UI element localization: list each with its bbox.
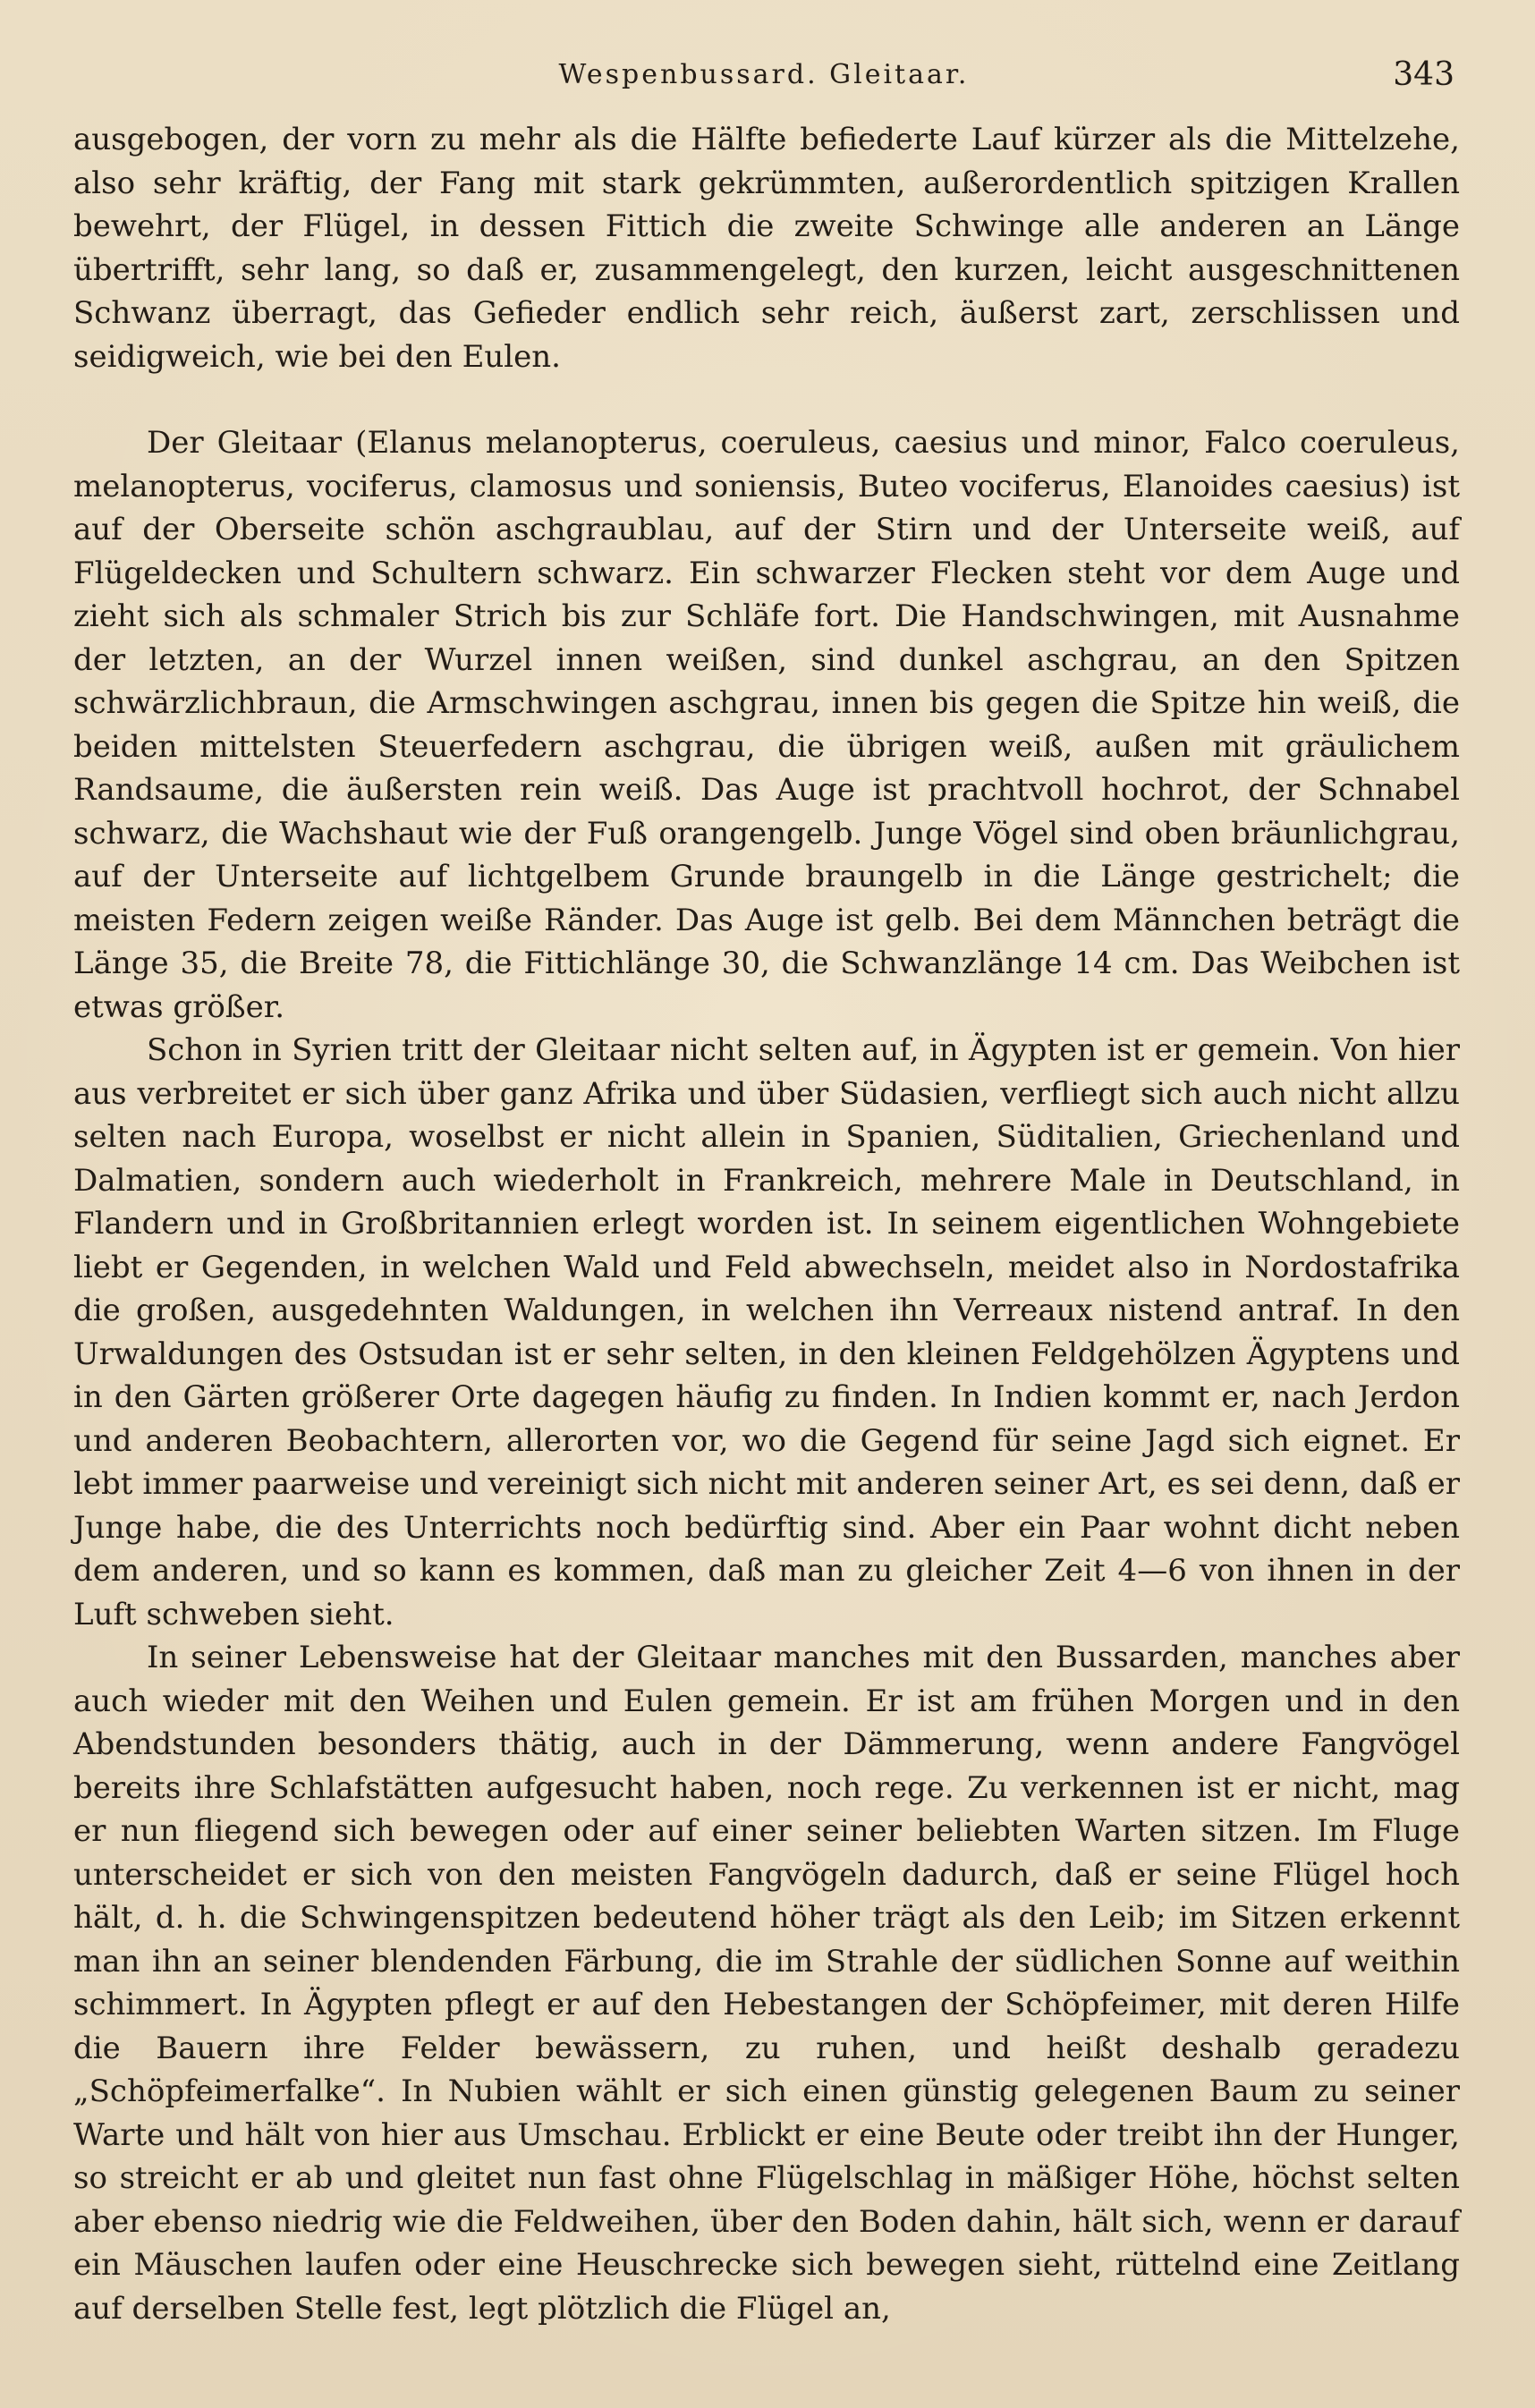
paragraph-distribution: Schon in Syrien tritt der Gleitaar nicht selten auf, in Ägypten ist er gemein. Von hier aus verbreitet er sich über ganz Afrika und über Südasien, verfliegt sich auch nicht allzu selten nach Europa, woselbst er nicht allein in Spanien, Süditalien, Griechenland und Dalmatien, sondern auch wiederholt in Frankreich, mehrere Male in Deutschland, in Flandern und in Großbritannien erlegt worden ist. In seinem eigentlichen Wohngebiete liebt er Gegenden, in welchen Wald und Feld abwechseln, meidet also in Nordostafrika die großen, ausgedehnten Waldungen, in welchen ihn Verreaux nistend antraf. In den Urwaldungen des Ostsudan ist er sehr selten, in den kleinen Feldgehölzen Ägyptens und in den Gärten größerer Orte dagegen häufig zu finden. In Indien kommt er, nach Jerdon und anderen Beobachtern, allerorten vor, wo die Gegend für seine Jagd sich eignet. Er lebt immer paarweise und vereinigt sich nicht mit anderen seiner Art, es sei denn, daß er Junge habe, die des Unterrichts noch bedürftig sind. Aber ein Paar wohnt dicht neben dem anderen, und so kann es kommen, daß man zu gleicher Zeit 4—6 von ihnen in der Luft schweben sieht.: [73, 1032, 1460, 1632]
running-title: Wespenbussard. Gleitaar.: [558, 59, 970, 90]
paragraph-continuation: ausgebogen, der vorn zu mehr als die Hälfte befiederte Lauf kürzer als die Mittelzehe, also sehr kräftig, der Fang mit stark gekrümmten, außerordentlich spitzigen Krallen bewehrt, der Flügel, in dessen Fittich die zweite Schwinge alle anderen an Länge übertrifft, sehr lang, so daß er, zusammengelegt, den kurzen, leicht ausgeschnittenen Schwanz überragt, das Gefieder endlich sehr reich, äußerst zart, zerschlissen und seidigweich, wie bei den Eulen.: [73, 122, 1460, 375]
paragraph-behaviour: In seiner Lebensweise hat der Gleitaar manches mit den Bussarden, manches aber auch wieder mit den Weihen und Eulen gemein. Er ist am frühen Morgen und in den Abendstunden besonders thätig, auch in der Dämmerung, wenn andere Fangvögel bereits ihre Schlafstätten aufgesucht haben, noch rege. Zu verkennen ist er nicht, mag er nun fliegend sich bewegen oder auf einer seiner beliebten Warten sitzen. Im Fluge unterscheidet er sich von den meisten Fangvögeln dadurch, daß er seine Flügel hoch hält, d. h. die Schwingenspitzen bedeutend höher trägt als den Leib; im Sitzen erkennt man ihn an seiner blendenden Färbung, die im Strahle der südlichen Sonne auf weithin schimmert. In Ägypten pflegt er auf den Hebestangen der Schöpfeimer, mit deren Hilfe die Bauern ihre Felder bewässern, zu ruhen, und heißt deshalb geradezu „Schöpfeimerfalke“. In Nubien wählt er sich einen günstig gelegenen Baum zu seiner Warte und hält von hier aus Umschau. Erblickt er eine Beute oder treibt ihn der Hunger, so streicht er ab und gleitet nun fast ohne Flügelschlag in mäßiger Höhe, höchst selten aber ebenso niedrig wie die Feldweihen, über den Boden dahin, hält sich, wenn er darauf ein Mäuschen laufen oder eine Heuschrecke sich bewegen sieht, rüttelnd eine Zeitlang auf derselben Stelle fest, legt plötzlich die Flügel an,: [73, 1640, 1460, 2327]
paragraph-description: Der Gleitaar (Elanus melanopterus, coeruleus, caesius und minor, Falco coeruleus, melanopterus, vociferus, clamosus und soniensis, Buteo vociferus, Elanoides caesius) ist auf der Oberseite schön aschgraublau, auf der Stirn und der Unterseite weiß, auf Flügeldecken und Schultern schwarz. Ein schwarzer Flecken steht vor dem Auge und zieht sich als schmaler Strich bis zur Schläfe fort. Die Handschwingen, mit Ausnahme der letzten, an der Wurzel innen weißen, sind dunkel aschgrau, an den Spitzen schwärzlichbraun, die Armschwingen aschgrau, innen bis gegen die Spitze hin weiß, die beiden mittelsten Steuerfedern aschgrau, die übrigen weiß, außen mit gräulichem Randsaume, die äußersten rein weiß. Das Auge ist prachtvoll hochrot, der Schnabel schwarz, die Wachshaut wie der Fuß orangengelb. Junge Vögel sind oben bräunlichgrau, auf der Unterseite auf lichtgelbem Grunde braungelb in die Länge gestrichelt; die meisten Federn zeigen weiße Ränder. Das Auge ist gelb. Bei dem Männchen beträgt die Länge 35, die Breite 78, die Fittichlänge 30, die Schwanzlänge 14 cm. Das Weibchen ist etwas größer.: [73, 425, 1460, 1025]
body-text: [73, 118, 1460, 2330]
running-head: [73, 54, 1454, 97]
page-number: 343: [1393, 56, 1454, 93]
